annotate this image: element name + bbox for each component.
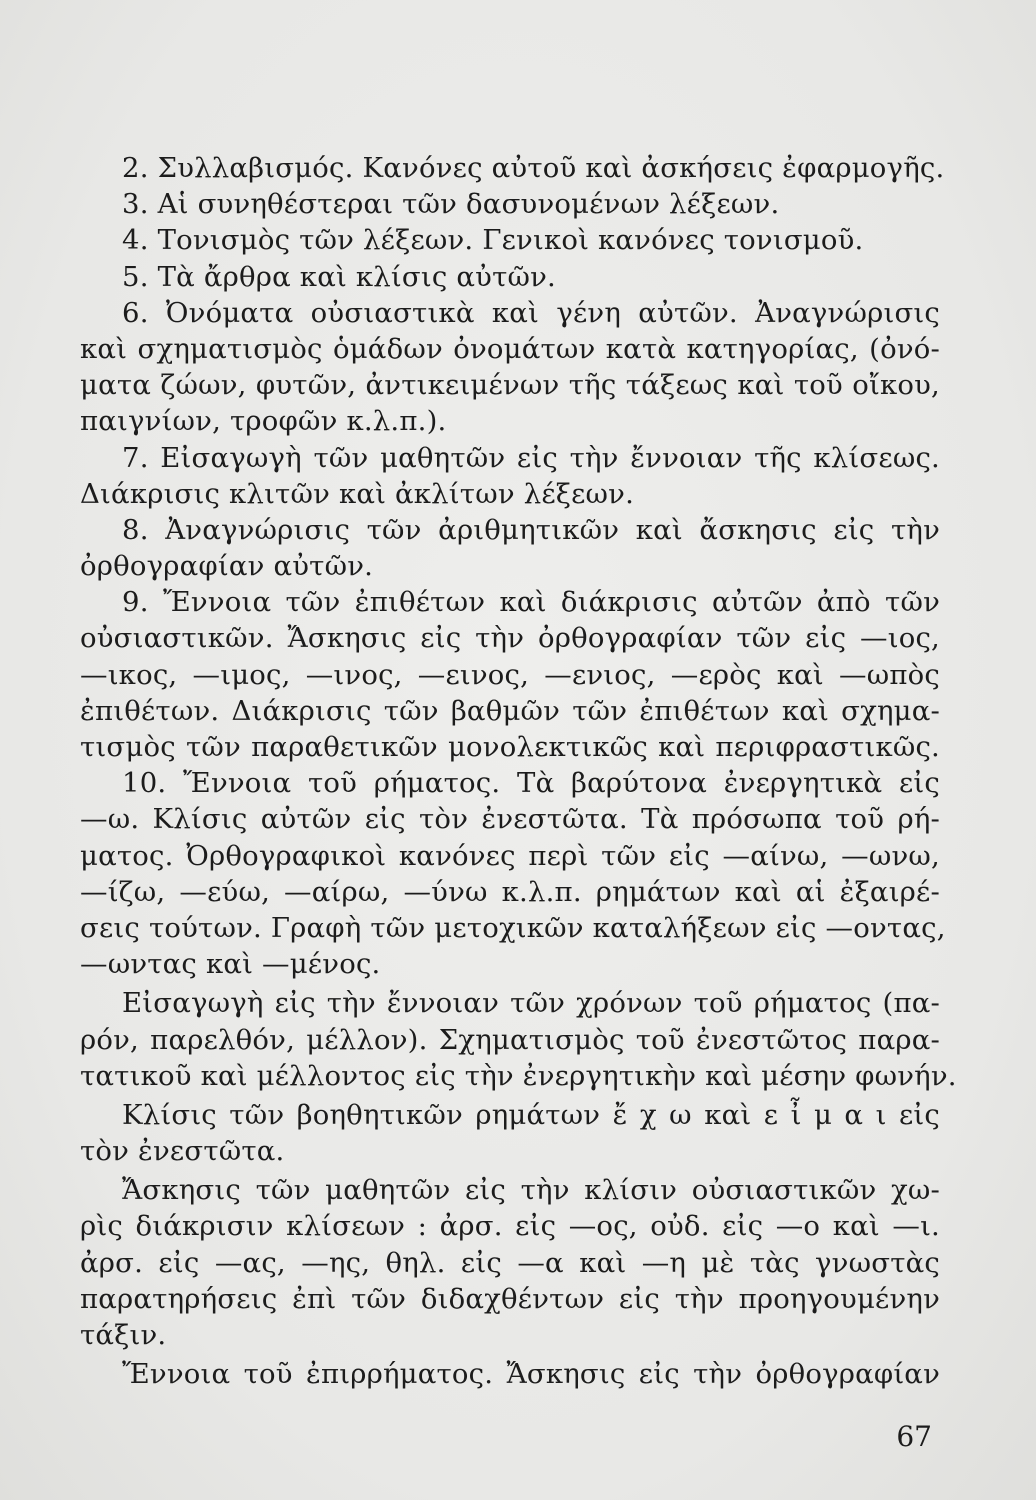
text-line: 6. Ὀνόματα οὐσιαστικὰ καὶ γένη αὐτῶν. Ἀναγνώρισις — [122, 296, 940, 329]
page-number: 67 — [896, 1420, 932, 1453]
text-line: —ικος, —ιμος, —ινος, —εινος, —ενιος, —ερὸς καὶ —ωπὸς — [80, 658, 940, 691]
text-line: ρὶς διάκρισιν κλίσεων : ἀρσ. εἰς —ος, οὐδ. εἰς —ο καὶ —ι. — [80, 1210, 940, 1243]
text-line: τάξιν. — [80, 1319, 167, 1351]
text-line: 2. Συλλαβισμός. Κανόνες αὐτοῦ καὶ ἀσκήσεις ἐφαρμογῆς. — [122, 152, 945, 184]
text-line: τατικοῦ καὶ μέλλοντος εἰς τὴν ἐνεργητικὴν καὶ μέσην φωνήν. — [80, 1059, 957, 1092]
text-line: 8. Ἀναγνώρισις τῶν ἀριθμητικῶν καὶ ἄσκησις εἰς τὴν — [122, 513, 940, 546]
text-line: σεις τούτων. Γραφὴ τῶν μετοχικῶν καταλήξεων εἰς —οντας, — [80, 911, 946, 944]
text-line: 4. Τονισμὸς τῶν λέξεων. Γενικοὶ κανόνες τονισμοῦ. — [122, 224, 864, 257]
text-line: 3. Αἱ συνηθέστεραι τῶν δασυνομένων λέξεων. — [122, 188, 780, 221]
text-line: 10. Ἔννοια τοῦ ρήματος. Τὰ βαρύτονα ἐνεργητικὰ εἰς — [122, 767, 940, 800]
text-line: ματος. Ὀρθογραφικοὶ κανόνες περὶ τῶν εἰς —αίνω, —ωνω, — [80, 839, 940, 872]
text-line: Διάκρισις κλιτῶν καὶ ἀκλίτων λέξεων. — [80, 477, 635, 510]
text-line: Κλίσις τῶν βοηθητικῶν ρημάτων ἔ χ ω καὶ ε ἶ μ α ι εἰς — [122, 1098, 940, 1131]
text-line: τὸν ἐνεστῶτα. — [80, 1135, 285, 1168]
text-line: τισμὸς τῶν παραθετικῶν μονολεκτικῶς καὶ περιφραστικῶς. — [80, 731, 940, 763]
text-line: ρόν, παρελθόν, μέλλον). Σχηματισμὸς τοῦ ἐνεστῶτος παρα- — [80, 1023, 940, 1056]
text-line: —ωντας καὶ —μένος. — [80, 948, 381, 981]
text-line: Εἰσαγωγὴ εἰς τὴν ἔννοιαν τῶν χρόνων τοῦ ρήματος (πα- — [122, 987, 940, 1020]
text-line: ἀρσ. εἰς —ας, —ης, θηλ. εἰς —α καὶ —η μὲ τὰς γνωστὰς — [80, 1246, 940, 1279]
text-line: 9. Ἔννοια τῶν ἐπιθέτων καὶ διάκρισις αὐτῶν ἀπὸ τῶν — [122, 586, 940, 619]
text-line: ματα ζώων, φυτῶν, ἀντικειμένων τῆς τάξεως καὶ τοῦ οἴκου, — [80, 369, 940, 402]
text-line: —ω. Κλίσις αὐτῶν εἰς τὸν ἐνεστῶτα. Τὰ πρόσωπα τοῦ ρή- — [80, 803, 940, 836]
text-line: —ίζω, —εύω, —αίρω, —ύνω κ.λ.π. ρημάτων καὶ αἱ ἐξαιρέ- — [80, 875, 940, 908]
text-line: παρατηρήσεις ἐπὶ τῶν διδαχθέντων εἰς τὴν προηγουμένην — [80, 1282, 940, 1315]
text-line: Ἄσκησις τῶν μαθητῶν εἰς τὴν κλίσιν οὐσιαστικῶν χω- — [122, 1174, 940, 1207]
text-line: οὐσιαστικῶν. Ἄσκησις εἰς τὴν ὀρθογραφίαν τῶν εἰς —ιος, — [80, 622, 940, 655]
text-line: παιγνίων, τροφῶν κ.λ.π.). — [80, 405, 447, 438]
text-line: Ἔννοια τοῦ ἐπιρρήματος. Ἄσκησις εἰς τὴν ὀρθογραφίαν — [122, 1358, 940, 1391]
text-line: 7. Εἰσαγωγὴ τῶν μαθητῶν εἰς τὴν ἔννοιαν τῆς κλίσεως. — [122, 441, 940, 474]
text-line: καὶ σχηματισμὸς ὁμάδων ὀνομάτων κατὰ κατηγορίας, (ὀνό- — [80, 332, 940, 365]
text-line: 5. Τὰ ἄρθρα καὶ κλίσις αὐτῶν. — [122, 260, 556, 293]
body-text — [80, 150, 957, 1392]
text-line: ὀρθογραφίαν αὐτῶν. — [80, 550, 374, 583]
text-line: ἐπιθέτων. Διάκρισις τῶν βαθμῶν τῶν ἐπιθέτων καὶ σχημα- — [80, 694, 940, 727]
